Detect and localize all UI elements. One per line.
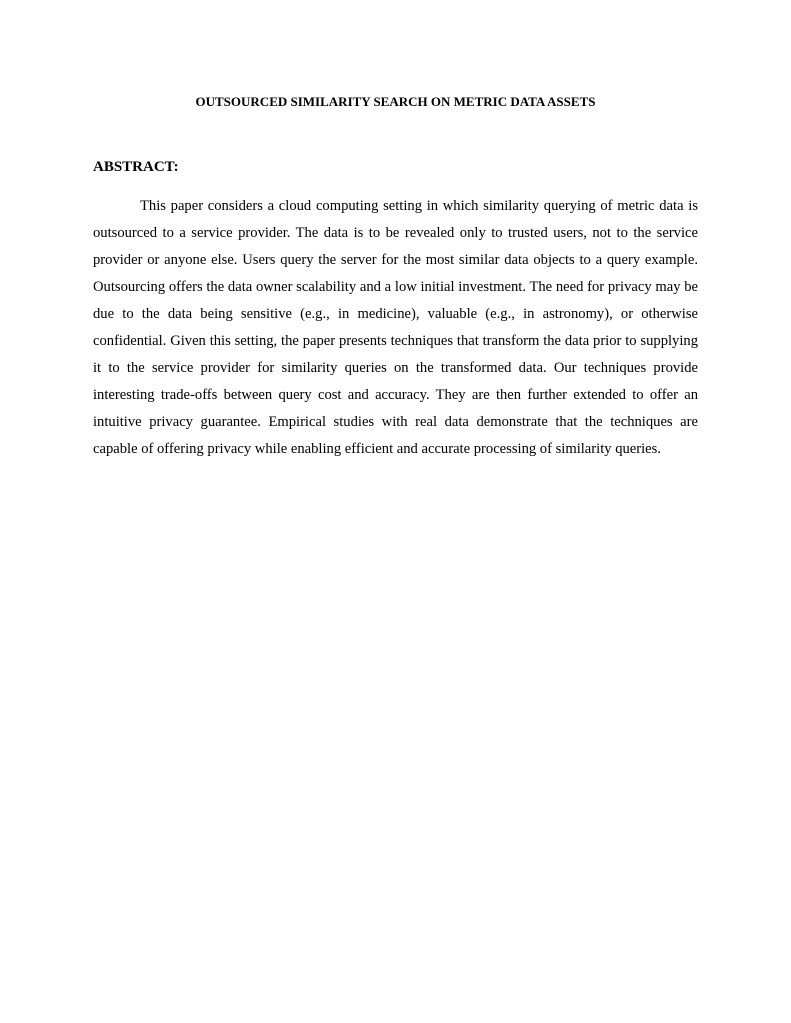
abstract-heading: ABSTRACT: (93, 159, 179, 175)
document-title: OUTSOURCED SIMILARITY SEARCH ON METRIC DATA ASSETS (195, 94, 596, 109)
abstract-paragraph: This paper considers a cloud computing setting in which similarity querying of metric data is outsourced to a service provider. The data is to be revealed only to trusted users, not to the service provider or anyone else. Users query the server for the most similar data objects to a query example. Outsourcing offers the data owner scalability and a low initial investment. The need for privacy may be due to the data being sensitive (e.g., in medicine), valuable (e.g., in astronomy), or otherwise confidential. Given this setting, the paper presents techniques that transform the data prior to supplying it to the service provider for similarity queries on the transformed data. Our techniques provide interesting trade-offs between query cost and accuracy. They are then further extended to offer an intuitive privacy guarantee. Empirical studies with real data demonstrate that the techniques are capable of offering privacy while enabling efficient and accurate processing of similarity queries. (93, 198, 698, 457)
